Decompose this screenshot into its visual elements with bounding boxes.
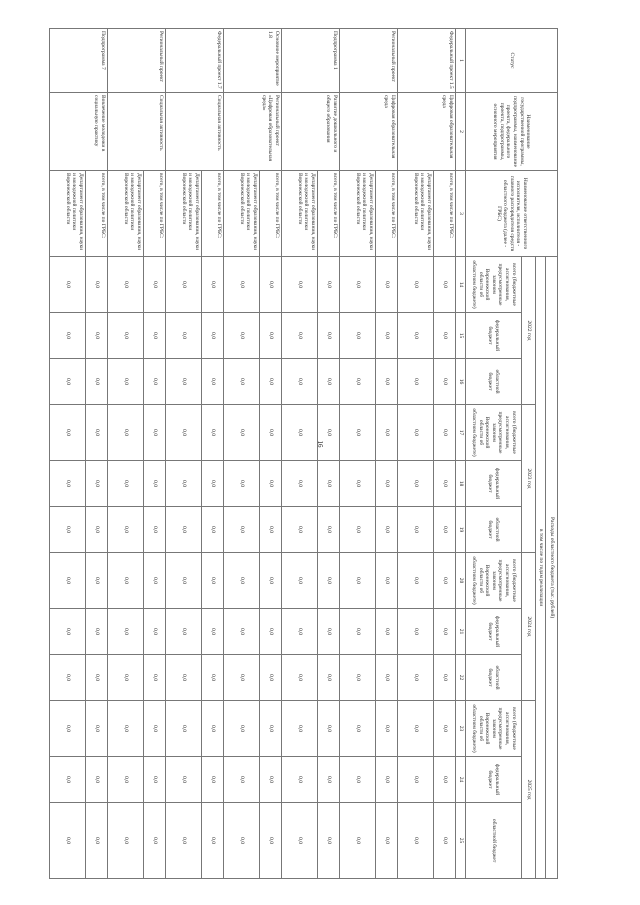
value-cell: 0,0: [202, 257, 224, 313]
header-program-name: Наименование государственной программы, подпрограммы, наименование проекта, федерального проекта, подпрограммы, основного мероприятия: [466, 93, 558, 171]
value-cell: 0,0: [282, 507, 318, 553]
header-expenses: Расходы областного бюджета (тыс. рублей): [546, 257, 558, 879]
value-cell: 0,0: [260, 461, 282, 507]
grbs-cell: всего, в том числе по ГРБС:: [144, 171, 166, 257]
value-cell: 0,0: [202, 359, 224, 405]
value-cell: 0,0: [376, 553, 398, 609]
header-regional: областной бюджет: [466, 507, 522, 553]
value-cell: 0,0: [202, 757, 224, 803]
value-cell: 0,0: [282, 553, 318, 609]
value-cell: 0,0: [224, 701, 260, 757]
value-cell: 0,0: [144, 609, 166, 655]
value-cell: 0,0: [434, 803, 456, 879]
value-cell: 0,0: [144, 757, 166, 803]
value-cell: 0,0: [398, 359, 434, 405]
value-cell: 0,0: [86, 405, 108, 461]
value-cell: 0,0: [224, 609, 260, 655]
value-cell: 0,0: [50, 405, 86, 461]
value-cell: 0,0: [376, 313, 398, 359]
value-cell: 0,0: [398, 701, 434, 757]
grbs-cell: Департамент образования, науки и молодежной политики Воронежской области: [166, 171, 202, 257]
value-cell: 0,0: [108, 461, 144, 507]
column-number: 21: [456, 609, 466, 655]
value-cell: 0,0: [144, 553, 166, 609]
column-number: 19: [456, 507, 466, 553]
value-cell: 0,0: [166, 507, 202, 553]
value-cell: 0,0: [434, 405, 456, 461]
value-cell: 0,0: [260, 609, 282, 655]
grbs-cell: Департамент образования, науки и молодежной политики Воронежской области: [50, 171, 86, 257]
value-cell: 0,0: [166, 553, 202, 609]
value-cell: 0,0: [50, 359, 86, 405]
value-cell: 0,0: [50, 655, 86, 701]
value-cell: 0,0: [224, 655, 260, 701]
value-cell: 0,0: [166, 655, 202, 701]
value-cell: 0,0: [398, 461, 434, 507]
value-cell: 0,0: [398, 553, 434, 609]
value-cell: 0,0: [318, 257, 340, 313]
grbs-cell: всего, в том числе по ГРБС:: [260, 171, 282, 257]
value-cell: 0,0: [318, 359, 340, 405]
value-cell: 0,0: [202, 553, 224, 609]
value-cell: 0,0: [50, 803, 86, 879]
value-cell: 0,0: [282, 757, 318, 803]
value-cell: 0,0: [166, 405, 202, 461]
program-name-cell: Цифровая образовательная среда: [340, 93, 398, 171]
value-cell: 0,0: [50, 553, 86, 609]
program-name-cell: Социальная активность: [166, 93, 224, 171]
column-number: 25: [456, 803, 466, 879]
header-status: Статус: [466, 29, 558, 93]
value-cell: 0,0: [340, 461, 376, 507]
grbs-cell: Департамент образования, науки и молодежной политики Воронежской области: [282, 171, 318, 257]
value-cell: 0,0: [86, 359, 108, 405]
value-cell: 0,0: [434, 553, 456, 609]
header-year-2025: 2025 год: [522, 701, 536, 879]
header-regional: областной бюджет: [466, 655, 522, 701]
value-cell: 0,0: [260, 257, 282, 313]
value-cell: 0,0: [434, 461, 456, 507]
value-cell: 0,0: [86, 461, 108, 507]
grbs-cell: Департамент образования, науки и молодежной политики Воронежской области: [340, 171, 376, 257]
value-cell: 0,0: [50, 257, 86, 313]
value-cell: 0,0: [282, 803, 318, 879]
program-name-cell: Цифровая образовательная среда: [398, 93, 456, 171]
value-cell: 0,0: [108, 803, 144, 879]
table-row: [434, 29, 456, 879]
value-cell: 0,0: [202, 803, 224, 879]
value-cell: 0,0: [398, 257, 434, 313]
value-cell: 0,0: [376, 655, 398, 701]
value-cell: 0,0: [434, 507, 456, 553]
value-cell: 0,0: [340, 257, 376, 313]
value-cell: 0,0: [86, 313, 108, 359]
value-cell: 0,0: [318, 405, 340, 461]
status-cell: Региональный проект: [340, 29, 398, 93]
column-number: 2: [456, 93, 466, 171]
value-cell: 0,0: [340, 405, 376, 461]
value-cell: 0,0: [224, 507, 260, 553]
value-cell: 0,0: [202, 655, 224, 701]
grbs-cell: всего, в том числе по ГРБС:: [434, 171, 456, 257]
program-name-cell: Вовлечение молодежи в социальную практику: [50, 93, 108, 171]
value-cell: 0,0: [434, 359, 456, 405]
header-by-years: в том числе по годам реализации: [536, 257, 546, 879]
status-cell: Федеральный проект 1.5: [398, 29, 456, 93]
value-cell: 0,0: [260, 359, 282, 405]
table-row: [318, 29, 340, 879]
value-cell: 0,0: [166, 257, 202, 313]
value-cell: 0,0: [166, 757, 202, 803]
value-cell: 0,0: [340, 655, 376, 701]
value-cell: 0,0: [166, 803, 202, 879]
status-cell: Федеральный проект 1.7: [166, 29, 224, 93]
value-cell: 0,0: [224, 359, 260, 405]
value-cell: 0,0: [318, 701, 340, 757]
value-cell: 0,0: [260, 655, 282, 701]
value-cell: 0,0: [434, 655, 456, 701]
value-cell: 0,0: [398, 757, 434, 803]
value-cell: 0,0: [86, 257, 108, 313]
value-cell: 0,0: [376, 701, 398, 757]
grbs-cell: всего, в том числе по ГРБС:: [318, 171, 340, 257]
value-cell: 0,0: [224, 313, 260, 359]
value-cell: 0,0: [144, 507, 166, 553]
value-cell: 0,0: [398, 313, 434, 359]
value-cell: 0,0: [340, 803, 376, 879]
column-number: 16: [456, 359, 466, 405]
value-cell: 0,0: [282, 609, 318, 655]
value-cell: 0,0: [434, 757, 456, 803]
column-number: 1: [456, 29, 466, 93]
value-cell: 0,0: [282, 313, 318, 359]
value-cell: 0,0: [224, 757, 260, 803]
value-cell: 0,0: [376, 507, 398, 553]
value-cell: 0,0: [86, 507, 108, 553]
table-row: [86, 29, 108, 879]
value-cell: 0,0: [108, 313, 144, 359]
header-total: всего (бюджетные ассигнования, предусмотренные законом Воронежской области об областном бюджете): [466, 257, 522, 313]
value-cell: 0,0: [86, 701, 108, 757]
column-number: 24: [456, 757, 466, 803]
value-cell: 0,0: [108, 257, 144, 313]
value-cell: 0,0: [108, 609, 144, 655]
value-cell: 0,0: [166, 461, 202, 507]
value-cell: 0,0: [340, 359, 376, 405]
value-cell: 0,0: [318, 655, 340, 701]
header-federal: федеральный бюджет: [466, 609, 522, 655]
status-cell: Подпрограмма 1: [282, 29, 340, 93]
value-cell: 0,0: [260, 313, 282, 359]
value-cell: 0,0: [340, 507, 376, 553]
status-cell: Основное мероприятие 1.8: [224, 29, 282, 93]
value-cell: 0,0: [108, 405, 144, 461]
page-number: 16: [316, 440, 324, 448]
grbs-cell: всего, в том числе по ГРБС:: [376, 171, 398, 257]
header-total: всего (бюджетные ассигнования, предусмотренные законом Воронежской области об областном бюджете): [466, 701, 522, 757]
value-cell: 0,0: [166, 359, 202, 405]
value-cell: 0,0: [50, 461, 86, 507]
value-cell: 0,0: [50, 609, 86, 655]
budget-table: [49, 28, 558, 879]
value-cell: 0,0: [376, 405, 398, 461]
value-cell: 0,0: [318, 507, 340, 553]
value-cell: 0,0: [144, 359, 166, 405]
value-cell: 0,0: [376, 359, 398, 405]
value-cell: 0,0: [318, 461, 340, 507]
status-cell: Региональный проект: [108, 29, 166, 93]
value-cell: 0,0: [144, 461, 166, 507]
value-cell: 0,0: [86, 803, 108, 879]
value-cell: 0,0: [144, 405, 166, 461]
column-number: 17: [456, 405, 466, 461]
value-cell: 0,0: [260, 803, 282, 879]
status-cell: Подпрограмма 7: [50, 29, 108, 93]
value-cell: 0,0: [398, 803, 434, 879]
value-cell: 0,0: [434, 701, 456, 757]
value-cell: 0,0: [108, 757, 144, 803]
value-cell: 0,0: [282, 359, 318, 405]
value-cell: 0,0: [434, 609, 456, 655]
column-number: 3: [456, 171, 466, 257]
header-total: всего (бюджетные ассигнования, предусмотренные законом Воронежской области об областном бюджете): [466, 553, 522, 609]
value-cell: 0,0: [260, 405, 282, 461]
column-number: 18: [456, 461, 466, 507]
header-regional: областной бюджет: [466, 803, 522, 879]
value-cell: 0,0: [376, 609, 398, 655]
value-cell: 0,0: [340, 701, 376, 757]
value-cell: 0,0: [144, 313, 166, 359]
value-cell: 0,0: [282, 405, 318, 461]
value-cell: 0,0: [282, 461, 318, 507]
table-row: [260, 29, 282, 879]
value-cell: 0,0: [144, 655, 166, 701]
value-cell: 0,0: [260, 701, 282, 757]
value-cell: 0,0: [318, 313, 340, 359]
value-cell: 0,0: [202, 313, 224, 359]
value-cell: 0,0: [282, 701, 318, 757]
value-cell: 0,0: [376, 803, 398, 879]
value-cell: 0,0: [376, 461, 398, 507]
table-row: [144, 29, 166, 879]
program-name-cell: Социальная активность: [108, 93, 166, 171]
value-cell: 0,0: [202, 609, 224, 655]
value-cell: 0,0: [224, 461, 260, 507]
value-cell: 0,0: [398, 507, 434, 553]
table-row: [376, 29, 398, 879]
grbs-cell: Департамент образования, науки и молодежной политики Воронежской области: [108, 171, 144, 257]
column-number: 22: [456, 655, 466, 701]
column-number: 14: [456, 257, 466, 313]
header-federal: федеральный бюджет: [466, 461, 522, 507]
value-cell: 0,0: [108, 507, 144, 553]
value-cell: 0,0: [260, 507, 282, 553]
value-cell: 0,0: [318, 609, 340, 655]
grbs-cell: Департамент образования, науки и молодежной политики Воронежской области: [224, 171, 260, 257]
value-cell: 0,0: [340, 313, 376, 359]
value-cell: 0,0: [398, 609, 434, 655]
value-cell: 0,0: [224, 553, 260, 609]
value-cell: 0,0: [376, 257, 398, 313]
value-cell: 0,0: [434, 257, 456, 313]
value-cell: 0,0: [318, 757, 340, 803]
value-cell: 0,0: [376, 757, 398, 803]
value-cell: 0,0: [282, 257, 318, 313]
value-cell: 0,0: [108, 701, 144, 757]
value-cell: 0,0: [202, 405, 224, 461]
value-cell: 0,0: [144, 257, 166, 313]
value-cell: 0,0: [340, 553, 376, 609]
value-cell: 0,0: [318, 803, 340, 879]
value-cell: 0,0: [86, 553, 108, 609]
value-cell: 0,0: [202, 507, 224, 553]
grbs-cell: Департамент образования, науки и молодежной политики Воронежской области: [398, 171, 434, 257]
header-grbs: Наименование ответственного исполнителя, исполнителя - главного распорядителя средств областного бюджета (далее - ГРБС): [466, 171, 558, 257]
column-number: 23: [456, 701, 466, 757]
program-name-cell: Развитие дошкольного и общего образования: [282, 93, 340, 171]
value-cell: 0,0: [108, 359, 144, 405]
value-cell: 0,0: [260, 553, 282, 609]
header-federal: федеральный бюджет: [466, 313, 522, 359]
value-cell: 0,0: [202, 701, 224, 757]
value-cell: 0,0: [224, 257, 260, 313]
value-cell: 0,0: [166, 609, 202, 655]
value-cell: 0,0: [224, 803, 260, 879]
value-cell: 0,0: [282, 655, 318, 701]
rotated-table-wrapper: [64, 28, 558, 878]
header-year-2023: 2023 год: [522, 405, 536, 553]
program-name-cell: Региональный проект «Цифровая образовательная среда»: [224, 93, 282, 171]
value-cell: 0,0: [318, 553, 340, 609]
value-cell: 0,0: [224, 405, 260, 461]
grbs-cell: всего, в том числе по ГРБС:: [202, 171, 224, 257]
value-cell: 0,0: [86, 609, 108, 655]
header-regional: областной бюджет: [466, 359, 522, 405]
value-cell: 0,0: [166, 313, 202, 359]
value-cell: 0,0: [340, 757, 376, 803]
value-cell: 0,0: [108, 655, 144, 701]
grbs-cell: всего, в том числе по ГРБС:: [86, 171, 108, 257]
value-cell: 0,0: [398, 405, 434, 461]
value-cell: 0,0: [398, 655, 434, 701]
column-number: 15: [456, 313, 466, 359]
value-cell: 0,0: [86, 655, 108, 701]
header-federal: федеральный бюджет: [466, 757, 522, 803]
value-cell: 0,0: [144, 701, 166, 757]
value-cell: 0,0: [50, 701, 86, 757]
document-sheet: [64, 28, 558, 878]
value-cell: 0,0: [86, 757, 108, 803]
value-cell: 0,0: [108, 553, 144, 609]
column-number: 20: [456, 553, 466, 609]
header-year-2024: 2024 год: [522, 553, 536, 701]
header-year-2022: 2022 год: [522, 257, 536, 405]
value-cell: 0,0: [202, 461, 224, 507]
table-row: [202, 29, 224, 879]
value-cell: 0,0: [50, 507, 86, 553]
value-cell: 0,0: [434, 313, 456, 359]
value-cell: 0,0: [340, 609, 376, 655]
value-cell: 0,0: [50, 313, 86, 359]
value-cell: 0,0: [144, 803, 166, 879]
value-cell: 0,0: [50, 757, 86, 803]
value-cell: 0,0: [260, 757, 282, 803]
value-cell: 0,0: [166, 701, 202, 757]
header-total: всего (бюджетные ассигнования, предусмотренные законом Воронежской области об областном бюджете): [466, 405, 522, 461]
